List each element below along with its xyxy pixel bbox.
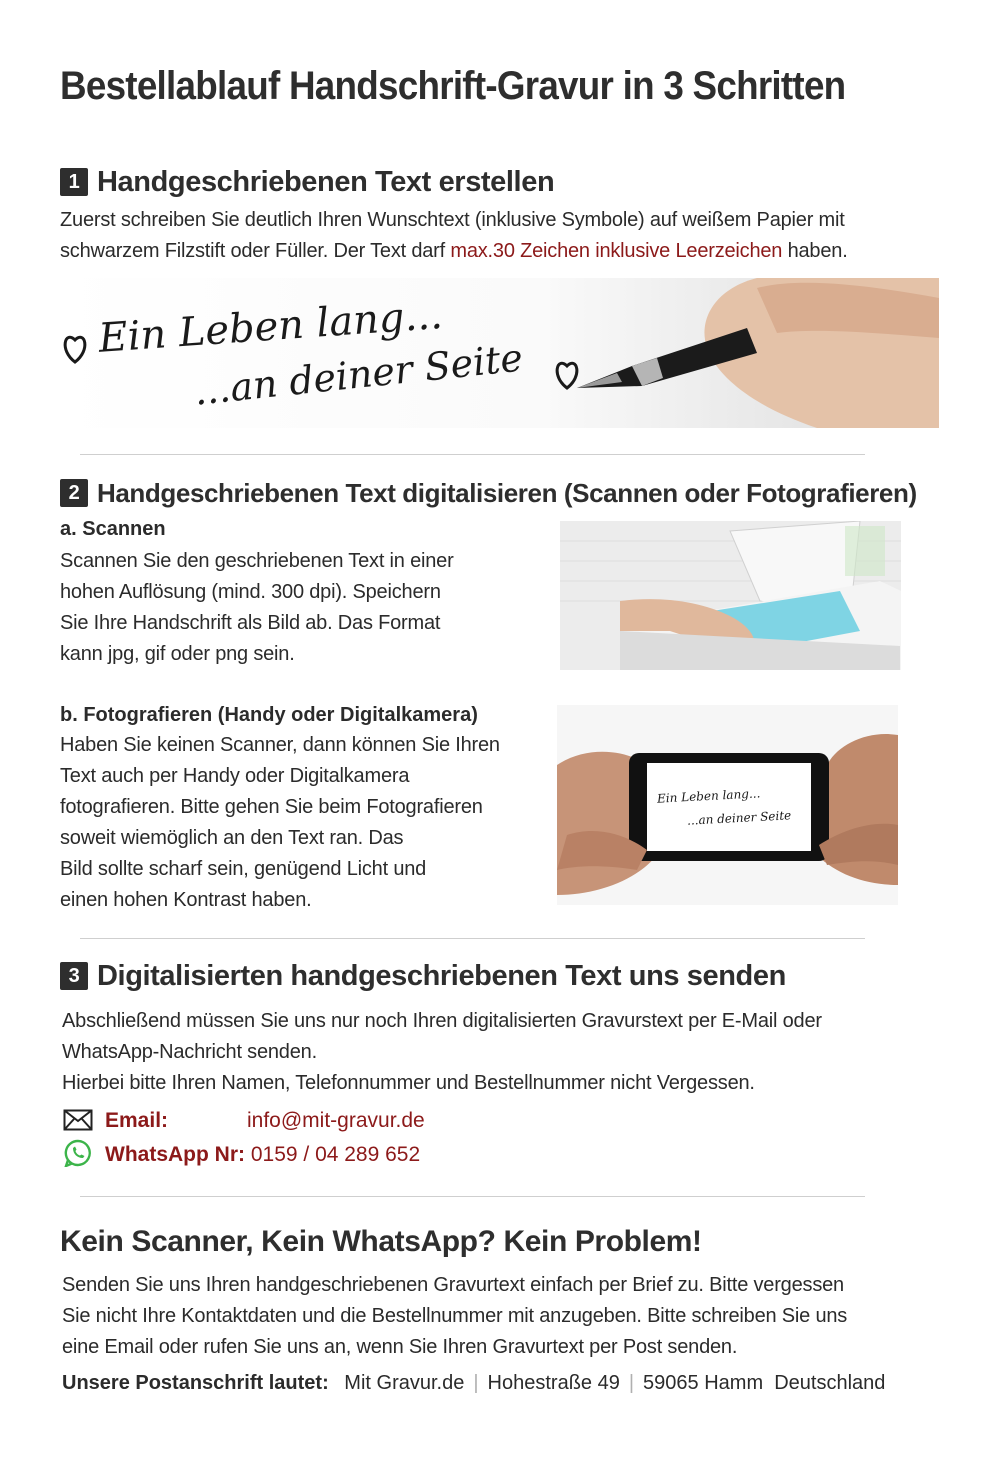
phone-screen-script-line2: ...an deiner Seite <box>686 808 792 828</box>
scan-line: kann jpg, gif oder png sein. <box>60 643 295 665</box>
step3-heading <box>60 960 786 993</box>
envelope-icon <box>63 1109 93 1131</box>
step3-number-badge: 3 <box>60 962 88 990</box>
step1-text-line2 <box>60 236 960 267</box>
no-scanner-line: Sie nicht Ihre Kontaktdaten und die Bestellnummer mit anzugeben. Bitte schreiben Sie uns <box>62 1305 848 1327</box>
photo-line: einen hohen Kontrast haben. <box>60 889 312 911</box>
address-separator: | <box>628 1372 635 1394</box>
scan-line: hohen Auflösung (mind. 300 dpi). Speichern <box>60 581 441 603</box>
step1-heading-text: Handgeschriebenen Text erstellen <box>97 166 555 198</box>
page-title: Bestellablauf Handschrift-Gravur in 3 Schritten <box>60 64 846 108</box>
no-scanner-line: eine Email oder rufen Sie uns an, wenn Sie Ihren Gravurtext per Post senden. <box>62 1336 738 1358</box>
photo-line: Text auch per Handy oder Digitalkamera <box>60 765 410 787</box>
step2-heading <box>60 478 917 509</box>
step1-number-badge: 1 <box>60 168 88 196</box>
heart-icon <box>557 363 577 388</box>
step2-heading-text: Handgeschriebenen Text digitalisieren (Scannen oder Fotografieren) <box>97 478 917 508</box>
step3-heading-text: Digitalisierten handgeschriebenen Text uns senden <box>97 960 786 992</box>
scan-description <box>60 546 540 670</box>
whatsapp-number-link[interactable]: 0159 / 04 289 652 <box>250 1143 421 1166</box>
photo-line: Haben Sie keinen Scanner, dann können Sie Ihren <box>60 734 500 756</box>
step1-text-line2-b: haben. <box>782 240 848 262</box>
no-scanner-heading: Kein Scanner, Kein WhatsApp? Kein Problem! <box>60 1225 702 1258</box>
photo-description <box>60 730 550 916</box>
address-city: 59065 Hamm <box>643 1372 764 1394</box>
step3-description <box>62 1006 962 1099</box>
whatsapp-label: WhatsApp Nr: <box>105 1143 245 1166</box>
section-divider <box>80 938 865 939</box>
banner-script-line1: Ein Leben lang... <box>97 291 444 362</box>
whatsapp-contact-row <box>63 1139 420 1167</box>
address-company: Mit Gravur.de <box>344 1372 465 1394</box>
step3-line: WhatsApp-Nachricht senden. <box>62 1041 317 1063</box>
heart-icon <box>65 337 85 362</box>
step1-text-line1: Zuerst schreiben Sie deutlich Ihren Wunschtext (inklusive Symbole) auf weißem Papier mit <box>60 209 845 231</box>
address-street: Hohestraße 49 <box>487 1372 620 1394</box>
email-contact-row <box>63 1109 425 1133</box>
handwriting-banner-image <box>57 278 939 428</box>
step1-text-line2-a: schwarzem Filzstift oder Füller. Der Text darf <box>60 240 451 262</box>
step2-number-badge: 2 <box>60 479 88 507</box>
step3-line: Hierbei bitte Ihren Namen, Telefonnummer und Bestellnummer nicht Vergessen. <box>62 1072 755 1094</box>
address-separator: | <box>473 1372 479 1394</box>
phone-screen-script-line1: Ein Leben lang... <box>656 786 761 806</box>
email-link[interactable]: info@mit-gravur.de <box>247 1109 425 1132</box>
no-scanner-description <box>62 1270 962 1363</box>
email-label: Email: <box>105 1109 169 1132</box>
scanner-photo <box>560 521 901 670</box>
character-limit-highlight: max.30 Zeichen inklusive Leerzeichen <box>450 240 783 262</box>
whatsapp-icon <box>63 1139 93 1167</box>
no-scanner-line: Senden Sie uns Ihren handgeschriebenen Gravurtext einfach per Brief zu. Bitte vergessen <box>62 1274 844 1296</box>
photo-line: Bild sollte scharf sein, genügend Licht und <box>60 858 427 880</box>
pen-icon <box>577 278 939 428</box>
scan-line: Sie Ihre Handschrift als Bild ab. Das Format <box>60 612 441 634</box>
postal-address <box>62 1372 885 1395</box>
section-divider <box>80 1196 865 1197</box>
scan-line: Scannen Sie den geschriebenen Text in einer <box>60 550 454 572</box>
photo-line: soweit wiemöglich an den Text ran. Das <box>60 827 404 849</box>
section-divider <box>80 454 865 455</box>
step1-description <box>60 205 960 267</box>
banner-script-line2: ...an deiner Seite <box>192 335 525 414</box>
step3-line: Abschließend müssen Sie uns nur noch Ihren digitalisierten Gravurstext per E-Mail oder <box>62 1010 822 1032</box>
photo-line: fotografieren. Bitte gehen Sie beim Fotografieren <box>60 796 483 818</box>
smartphone-photo <box>557 705 898 905</box>
step1-heading <box>60 166 554 199</box>
photo-subheading: b. Fotografieren (Handy oder Digitalkamera) <box>60 704 478 726</box>
address-label: Unsere Postanschrift lautet: <box>62 1372 329 1394</box>
address-country: Deutschland <box>774 1372 886 1394</box>
scan-subheading: a. Scannen <box>60 518 166 540</box>
